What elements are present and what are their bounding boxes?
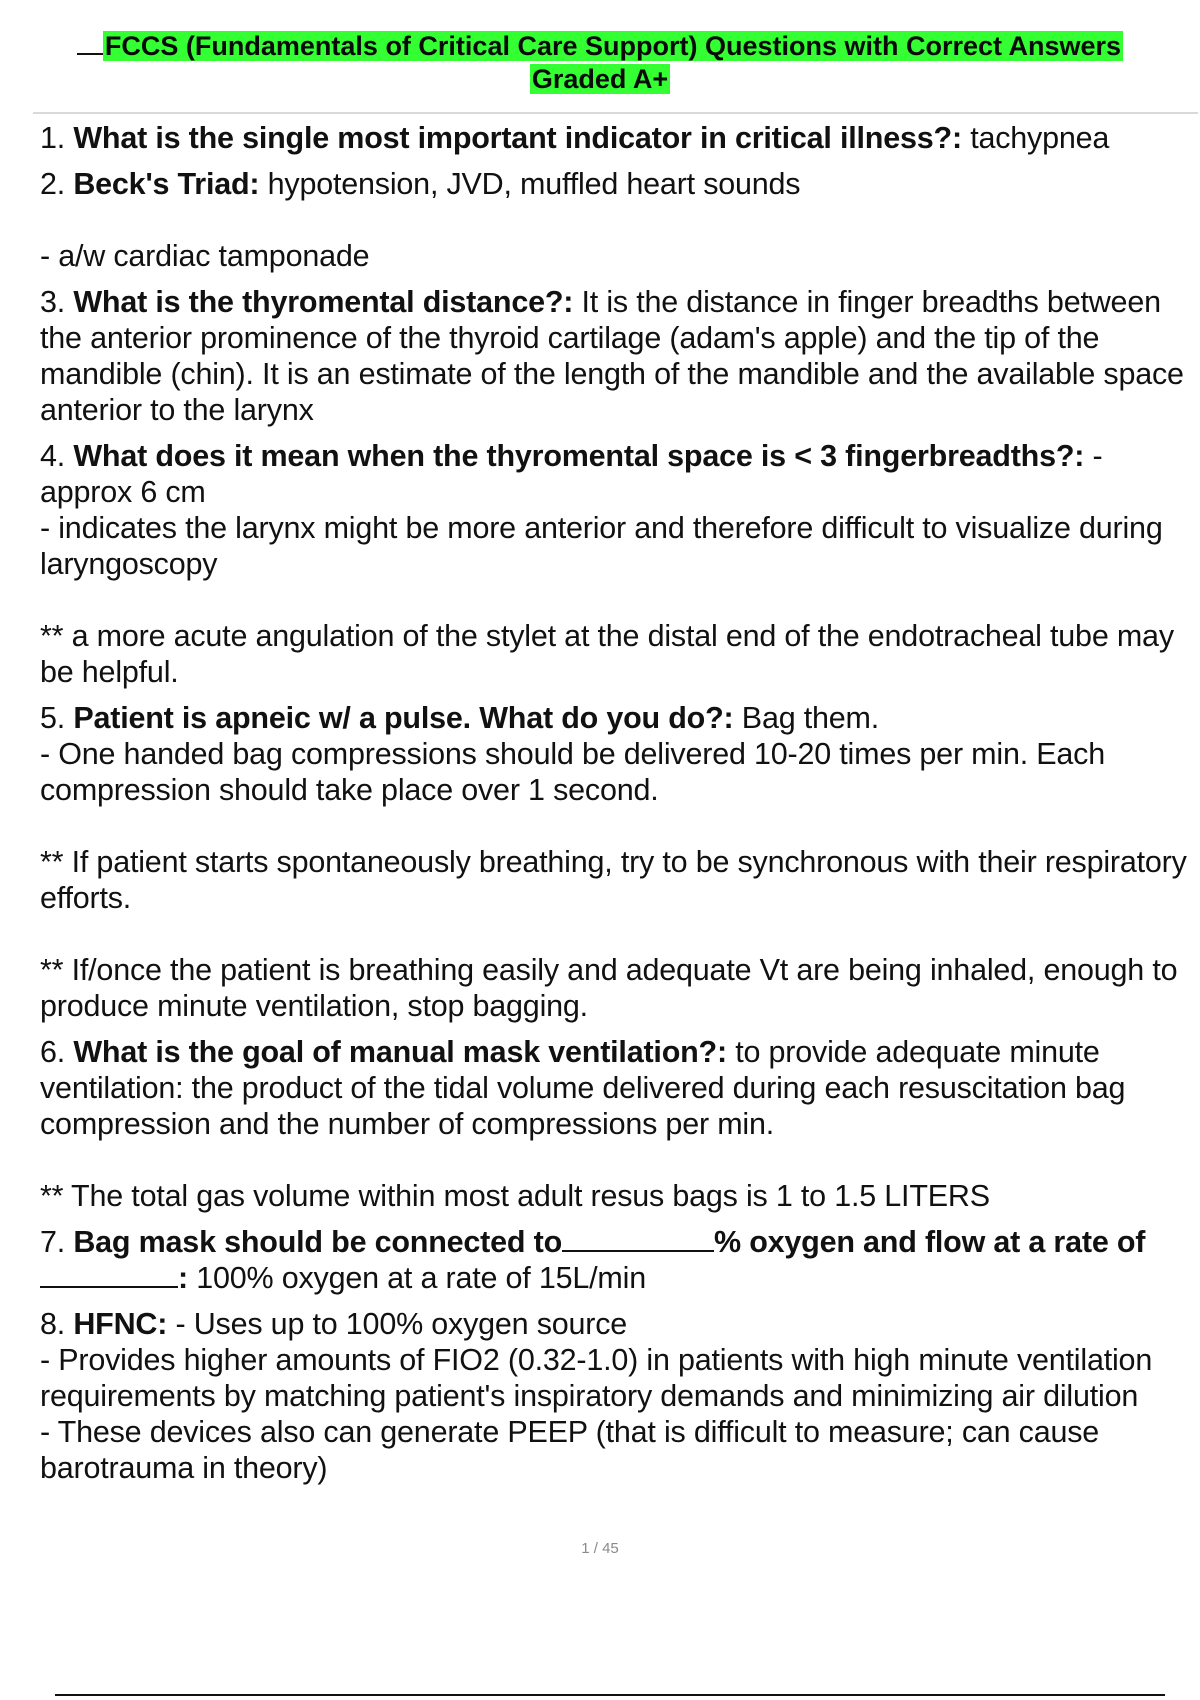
question-text: What is the single most important indicator in critical illness?:	[73, 121, 962, 155]
answer-text: Bag them.	[741, 701, 880, 735]
question-part: Bag mask should be connected to	[73, 1225, 562, 1259]
title-leading-rule	[77, 53, 103, 55]
qa-line	[40, 1034, 1200, 1142]
item-number: 6.	[40, 1035, 66, 1069]
item-number: 2.	[40, 167, 66, 201]
qa-item-3	[40, 284, 1200, 428]
qa-line	[40, 1306, 1200, 1342]
answer-text: - approx 6 cm	[40, 439, 1103, 509]
question-text: HFNC:	[73, 1307, 168, 1341]
answer-text: 100% oxygen at a rate of 15L/min	[196, 1261, 646, 1295]
qa-item-6	[40, 1034, 1200, 1214]
qa-list	[40, 120, 1200, 1496]
header-divider	[33, 112, 1198, 114]
qa-item-1	[40, 120, 1200, 156]
answer-text: hypotension, JVD, muffled heart sounds	[267, 167, 801, 201]
page-indicator: 1 / 45	[581, 1540, 619, 1557]
item-number: 7.	[40, 1225, 66, 1259]
qa-item-8	[40, 1306, 1200, 1486]
answer-text: It is the distance in finger breadths between the anterior prominence of the thyroid cartilage (adam's apple) and the tip of the mandible (chin). It is an estimate of the length of the mandible and the available space anterior to the larynx	[40, 285, 1184, 427]
question-part: % oxygen and flow at a rate of	[714, 1225, 1146, 1259]
question-text: What does it mean when the thyromental space is < 3 fingerbreadths?:	[73, 439, 1085, 473]
answer-note: ** a more acute angulation of the stylet at the distal end of the endotracheal tube may be helpful.	[40, 619, 1174, 689]
qa-line	[40, 284, 1200, 428]
qa-line	[40, 120, 1200, 156]
item-number: 3.	[40, 285, 66, 319]
qa-line	[40, 700, 1200, 736]
answer-note: ** If patient starts spontaneously breathing, try to be synchronous with their respiratory efforts.	[40, 845, 1187, 915]
answer-note: ** The total gas volume within most adult resus bags is 1 to 1.5 LITERS	[40, 1179, 990, 1213]
qa-item-5	[40, 700, 1200, 1024]
item-number: 8.	[40, 1307, 66, 1341]
question-text: What is the goal of manual mask ventilation?:	[73, 1035, 727, 1069]
qa-line	[40, 438, 1200, 510]
question-text: Patient is apneic w/ a pulse. What do you do?:	[73, 701, 734, 735]
question-text: Beck's Triad:	[73, 167, 260, 201]
qa-item-7	[40, 1224, 1200, 1296]
qa-item-4	[40, 438, 1200, 690]
fill-blank	[40, 1285, 178, 1288]
item-number: 4.	[40, 439, 66, 473]
answer-note: ** If/once the patient is breathing easily and adequate Vt are being inhaled, enough to produce minute ventilation, stop bagging.	[40, 953, 1178, 1023]
answer-text: - Uses up to 100% oxygen source	[175, 1307, 628, 1341]
answer-note: - a/w cardiac tamponade	[40, 239, 370, 273]
qa-line	[40, 1224, 1200, 1296]
item-number: 1.	[40, 121, 66, 155]
qa-line	[40, 166, 1200, 202]
answer-text: to provide adequate minute ventilation: the product of the tidal volume delivered during each resuscitation bag compression and the number of compressions per min.	[40, 1035, 1126, 1141]
footer-divider	[55, 1694, 1165, 1696]
fill-blank	[562, 1249, 714, 1252]
answer-text: tachypnea	[970, 121, 1110, 155]
qa-item-2	[40, 166, 1200, 274]
answer-note: - These devices also can generate PEEP (that is difficult to measure; can cause barotrauma in theory)	[40, 1415, 1100, 1485]
answer-note: - Provides higher amounts of FIO2 (0.32-1.0) in patients with high minute ventilation requirements by matching patient's inspiratory demands and minimizing air dilution	[40, 1343, 1153, 1413]
answer-note: - One handed bag compressions should be delivered 10-20 times per min. Each compression should take place over 1 second.	[40, 737, 1105, 807]
document-title	[40, 30, 1160, 96]
question-part: :	[178, 1261, 188, 1295]
title-highlight: FCCS (Fundamentals of Critical Care Support) Questions with Correct Answers Graded A+	[104, 31, 1122, 94]
question-text: What is the thyromental distance?:	[73, 285, 574, 319]
answer-note: - indicates the larynx might be more anterior and therefore difficult to visualize during laryngoscopy	[40, 511, 1163, 581]
item-number: 5.	[40, 701, 66, 735]
